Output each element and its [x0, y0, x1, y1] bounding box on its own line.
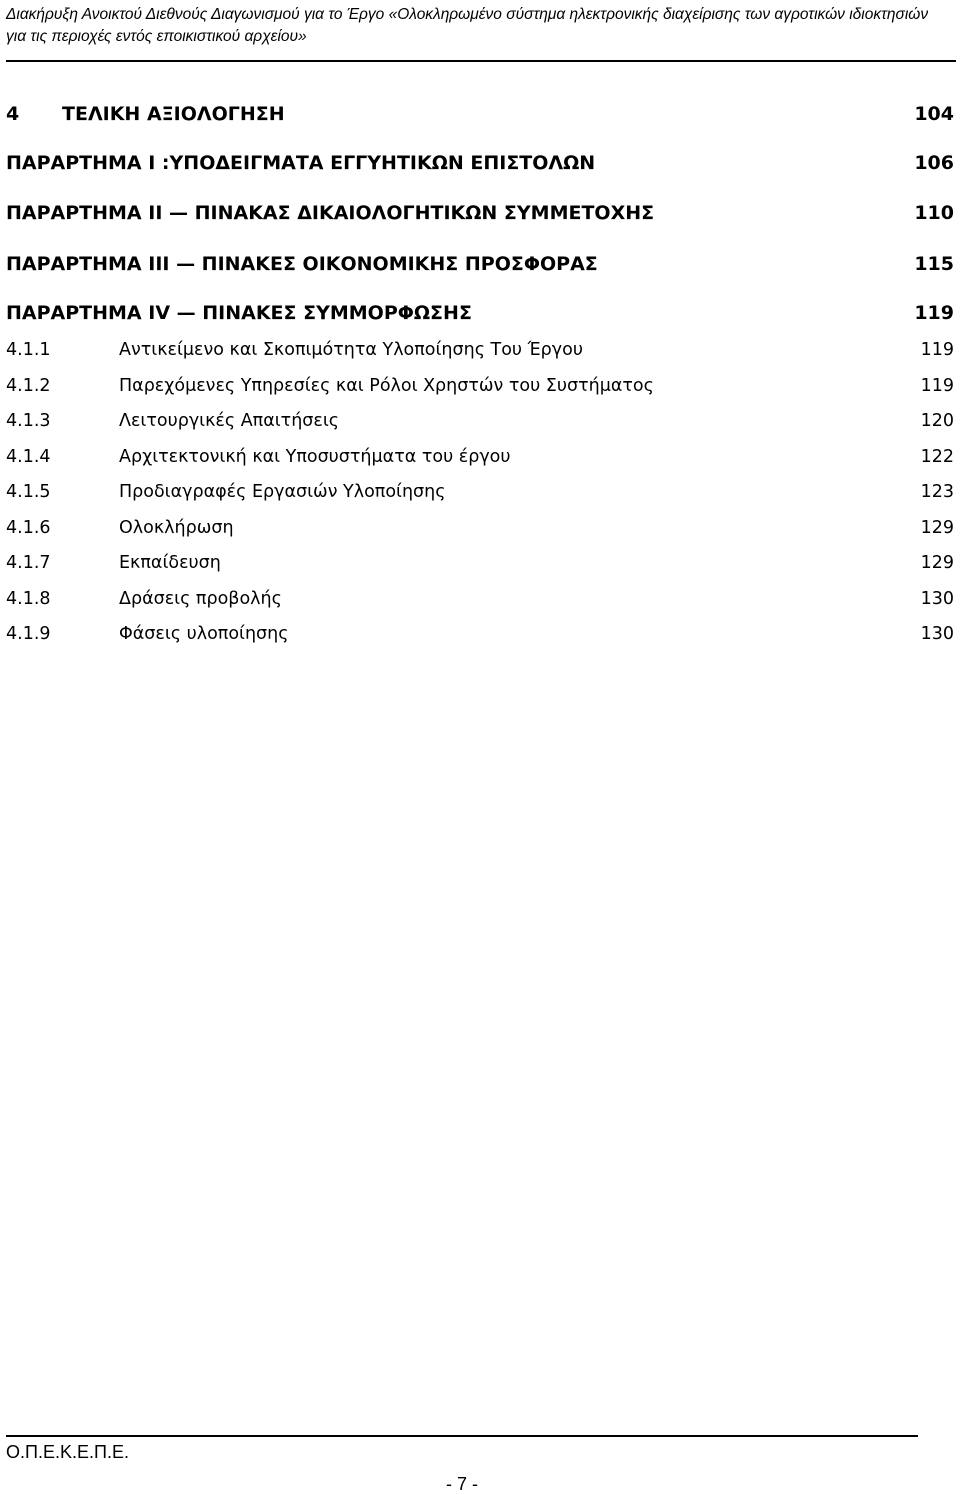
header-title-line-1: Διακήρυξη Ανοικτού Διεθνούς Διαγωνισμού για το Έργο «Ολοκληρωμένο σύστημα ηλεκτρονικής διαχείρισης των αγροτικών ιδιοκτησιών — [6, 6, 929, 23]
toc-entry-page: 119 — [920, 340, 954, 360]
footer-organization: Ο.Π.Ε.Κ.Ε.Π.Ε. — [6, 1442, 130, 1462]
toc-entry[interactable] — [6, 622, 954, 646]
toc-entry-number: 4.1.7 — [6, 553, 51, 573]
toc-entry-page: 110 — [914, 202, 954, 224]
toc-entry-page: 122 — [920, 447, 954, 467]
toc-entry-title: ΠΑΡΑΡΤΗΜΑ IV — ΠΙΝΑΚΕΣ ΣΥΜΜΟΡΦΩΣΗΣ — [6, 302, 472, 324]
toc-entry-title: ΠΑΡΑΡΤΗΜΑ Ι :ΥΠΟΔΕΙΓΜΑΤΑ ΕΓΓΥΗΤΙΚΩΝ ΕΠΙΣΤΟΛΩΝ — [6, 152, 596, 174]
footer-divider — [6, 1435, 918, 1437]
header-divider — [6, 60, 956, 62]
toc-entry-title: Δράσεις προβολής — [119, 589, 282, 609]
toc-entry[interactable] — [6, 200, 954, 226]
toc-entry-number: 4.1.5 — [6, 482, 51, 502]
toc-entry[interactable] — [6, 551, 954, 575]
toc-entry-page: 123 — [920, 482, 954, 502]
toc-entry-number: 4.1.4 — [6, 447, 51, 467]
toc-entry-page: 129 — [920, 553, 954, 573]
toc-entry[interactable] — [6, 587, 954, 611]
toc-entry-title: Εκπαίδευση — [119, 553, 221, 573]
toc-entry-page: 120 — [920, 411, 954, 431]
toc-entry[interactable] — [6, 409, 954, 433]
toc-entry[interactable] — [6, 300, 954, 326]
toc-entry-title: ΠΑΡΑΡΤΗΜΑ ΙΙ — ΠΙΝΑΚΑΣ ΔΙΚΑΙΟΛΟΓΗΤΙΚΩΝ ΣΥΜΜΕΤΟΧΗΣ — [6, 202, 655, 224]
toc-entry-title: Παρεχόμενες Υπηρεσίες και Ρόλοι Χρηστών του Συστήματος — [119, 376, 654, 396]
toc-entry[interactable] — [6, 150, 954, 176]
toc-entry-page: 119 — [914, 302, 954, 324]
toc-entry-number: 4.1.2 — [6, 376, 51, 396]
toc-entry[interactable] — [6, 374, 954, 398]
toc-entry[interactable] — [6, 251, 954, 277]
toc-entry-title: ΠΑΡΑΡΤΗΜΑ ΙΙΙ — ΠΙΝΑΚΕΣ ΟΙΚΟΝΟΜΙΚΗΣ ΠΡΟΣΦΟΡΑΣ — [6, 253, 598, 275]
toc-entry-title: Αντικείμενο και Σκοπιμότητα Υλοποίησης Του Έργου — [119, 340, 583, 360]
toc-entry[interactable] — [6, 101, 954, 127]
toc-entry-title: Ολοκλήρωση — [119, 518, 234, 538]
toc-entry-title: Αρχιτεκτονική και Υποσυστήματα του έργου — [119, 447, 511, 467]
toc-entry-title: ΤΕΛΙΚΗ ΑΞΙΟΛΟΓΗΣΗ — [62, 103, 285, 125]
header-title-line-2: για τις περιοχές εντός εποικιστικού αρχείου» — [6, 28, 307, 45]
toc-entry-title: Φάσεις υλοποίησης — [119, 624, 289, 644]
toc-entry-number: 4 — [6, 103, 20, 125]
toc-entry-page: 119 — [920, 376, 954, 396]
toc-entry-number: 4.1.8 — [6, 589, 51, 609]
toc-entry-page: 130 — [920, 624, 954, 644]
toc-entry-page: 104 — [914, 103, 954, 125]
page-header — [6, 4, 956, 48]
toc-entry[interactable] — [6, 516, 954, 540]
toc-entry[interactable] — [6, 338, 954, 362]
toc-entry-page: 130 — [920, 589, 954, 609]
toc-entry-number: 4.1.9 — [6, 624, 51, 644]
toc-entry[interactable] — [6, 445, 954, 469]
toc-entry-number: 4.1.3 — [6, 411, 51, 431]
toc-entry-title: Προδιαγραφές Εργασιών Υλοποίησης — [119, 482, 446, 502]
toc-entry-number: 4.1.6 — [6, 518, 51, 538]
toc-entry-page: 115 — [914, 253, 954, 275]
toc-entry-title: Λειτουργικές Απαιτήσεις — [119, 411, 340, 431]
page-number: - 7 - — [445, 1474, 478, 1494]
toc-entry-number: 4.1.1 — [6, 340, 51, 360]
toc-entry-page: 106 — [914, 152, 954, 174]
toc-entry-page: 129 — [920, 518, 954, 538]
toc-entry[interactable] — [6, 480, 954, 504]
